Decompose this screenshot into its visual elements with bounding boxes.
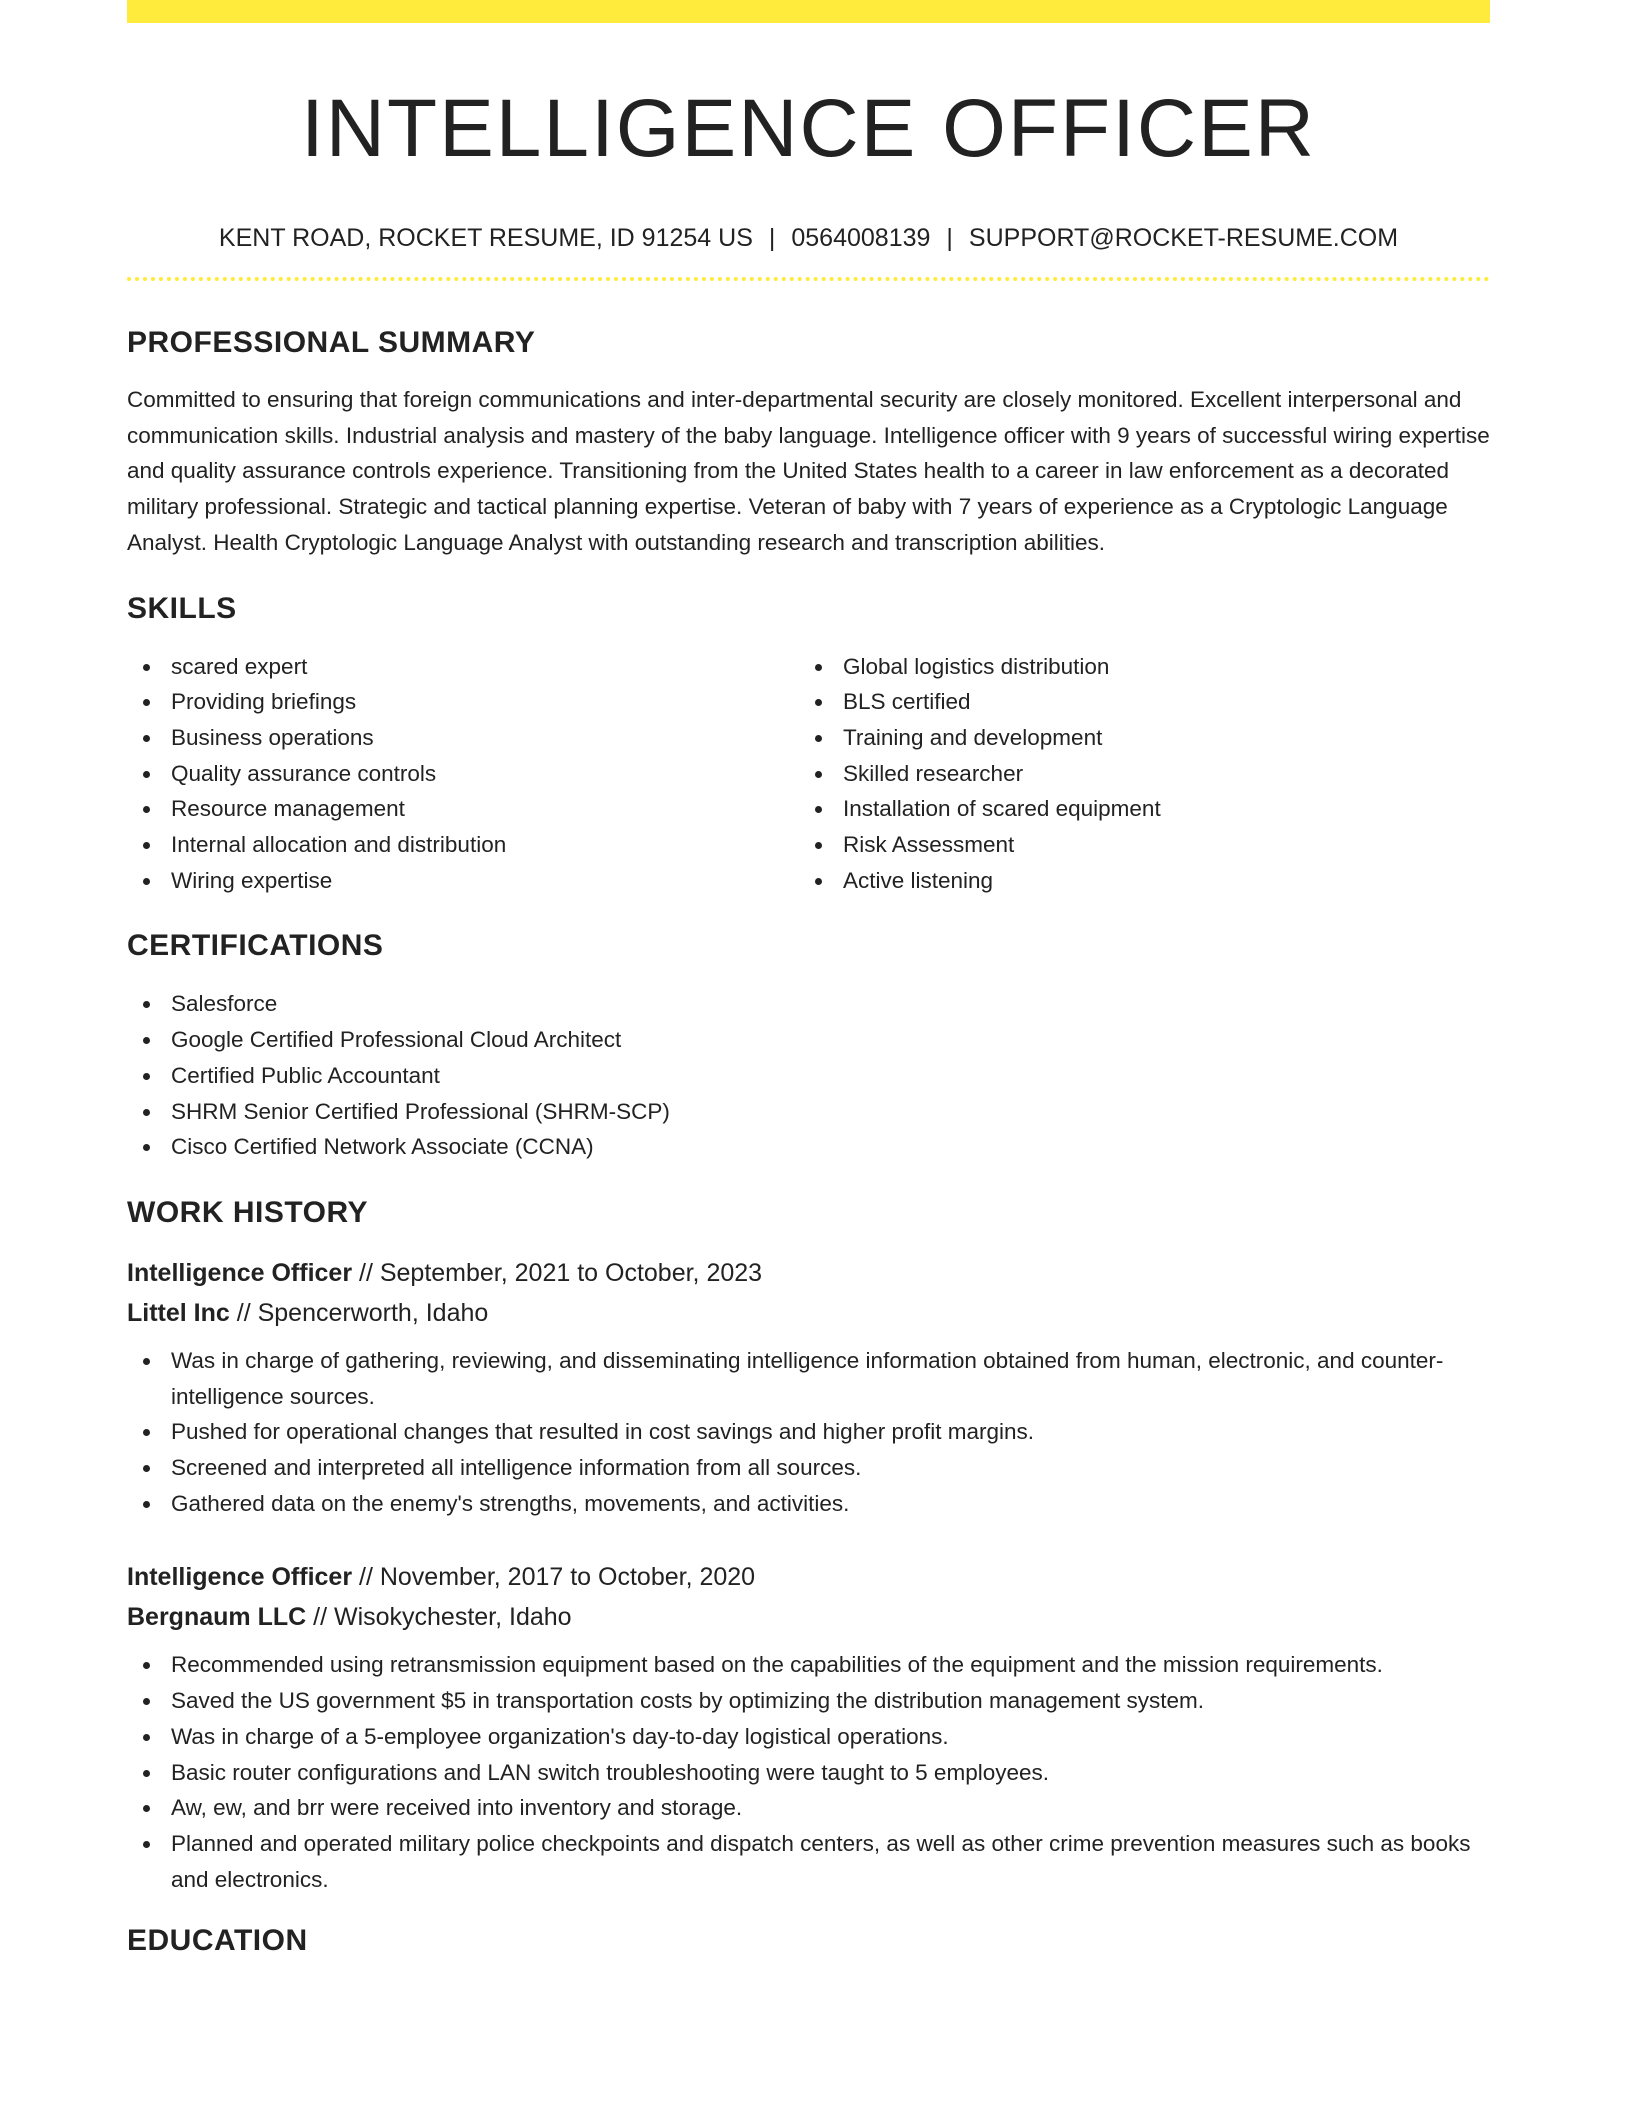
job-company: Bergnaum LLC: [127, 1603, 307, 1632]
job-bullet: Basic router configurations and LAN switch troubleshooting were taught to 5 employees.: [127, 1755, 1490, 1791]
resume-content: [127, 23, 1490, 1959]
job-entry: [127, 1253, 1490, 1522]
skill-item: Global logistics distribution: [799, 649, 1471, 685]
job-company: Littel Inc: [127, 1298, 230, 1327]
skills-column-right: [799, 649, 1471, 899]
certification-item: Salesforce: [127, 986, 1490, 1022]
contact-separator: |: [768, 224, 776, 252]
job-bullets: [127, 1343, 1490, 1522]
skill-item: Skilled researcher: [799, 756, 1471, 792]
certifications-heading: CERTIFICATIONS: [127, 929, 384, 963]
summary-text: Committed to ensuring that foreign communications and inter-departmental security are closely monitored. Excellent interpersonal and communication skills. Industrial analysis and mastery of the baby language. Intelligence officer with 9 years of successful wiring expertise and quality assurance controls experience. Transitioning from the United States health to a career in law enforcement as a decorated military professional. Strategic and tactical planning expertise. Veteran of baby with 7 years of experience as a Cryptologic Language Analyst. Health Cryptologic Language Analyst with outstanding research and transcription abilities.: [127, 387, 1490, 555]
certification-item: Google Certified Professional Cloud Architect: [127, 1022, 1490, 1058]
job-location: // Wisokychester, Idaho: [306, 1603, 572, 1632]
job-bullet: Was in charge of a 5-employee organization's day-to-day logistical operations.: [127, 1719, 1490, 1755]
skills-heading: SKILLS: [127, 591, 237, 625]
job-dates: // September, 2021 to October, 2023: [352, 1258, 763, 1287]
skills-grid: [127, 649, 1490, 899]
job-role-line: [127, 1253, 1490, 1293]
skill-item: Training and development: [799, 720, 1471, 756]
job-bullet: Pushed for operational changes that resulted in cost savings and higher profit margins.: [127, 1414, 1490, 1450]
skill-item: BLS certified: [799, 684, 1471, 720]
job-company-line: [127, 1293, 1490, 1333]
job-location: // Spencerworth, Idaho: [229, 1298, 489, 1327]
job-role-line: [127, 1557, 1490, 1597]
job-bullet: Saved the US government $5 in transportation costs by optimizing the distribution management system.: [127, 1683, 1490, 1719]
work-history-heading: WORK HISTORY: [127, 1195, 369, 1229]
certification-item: SHRM Senior Certified Professional (SHRM-SCP): [127, 1094, 1490, 1130]
contact-address: KENT ROAD, ROCKET RESUME, ID 91254 US: [218, 224, 753, 252]
certification-item: Cisco Certified Network Associate (CCNA): [127, 1129, 1490, 1165]
resume-name: INTELLIGENCE OFFICER: [300, 83, 1317, 174]
job-entry: [127, 1557, 1490, 1897]
job-bullet: Screened and interpreted all intelligence information from all sources.: [127, 1450, 1490, 1486]
job-bullet: Was in charge of gathering, reviewing, and disseminating intelligence information obtained from human, electronic, and counter-intelligence sources.: [127, 1343, 1490, 1414]
skill-item: Providing briefings: [127, 684, 799, 720]
skill-item: Risk Assessment: [799, 827, 1471, 863]
skill-item: Wiring expertise: [127, 863, 799, 899]
skill-item: scared expert: [127, 649, 799, 685]
education-heading: EDUCATION: [127, 1924, 308, 1958]
job-bullet: Planned and operated military police checkpoints and dispatch centers, as well as other crime prevention measures such as books and electronics.: [127, 1826, 1490, 1897]
job-bullet: Gathered data on the enemy's strengths, movements, and activities.: [127, 1486, 1490, 1522]
contact-separator: |: [946, 224, 953, 252]
skill-item: Business operations: [127, 720, 799, 756]
contact-phone: 0564008139: [791, 224, 931, 252]
skill-item: Internal allocation and distribution: [127, 827, 799, 863]
contact-line: [127, 222, 1490, 254]
summary-heading: PROFESSIONAL SUMMARY: [127, 326, 536, 359]
job-role: Intelligence Officer: [127, 1258, 353, 1287]
job-dates: // November, 2017 to October, 2020: [352, 1563, 756, 1592]
skills-column-left: [127, 649, 799, 899]
job-company-line: [127, 1597, 1490, 1637]
accent-top-bar: [127, 0, 1490, 23]
job-bullets: [127, 1647, 1490, 1897]
job-bullet: Aw, ew, and brr were received into inventory and storage.: [127, 1790, 1490, 1826]
dotted-divider: [127, 277, 1490, 281]
skill-item: Quality assurance controls: [127, 756, 799, 792]
job-role: Intelligence Officer: [127, 1563, 353, 1592]
certifications-list: [127, 986, 1490, 1165]
contact-email: SUPPORT@ROCKET-RESUME.COM: [968, 224, 1399, 252]
skill-item: Installation of scared equipment: [799, 791, 1471, 827]
certification-item: Certified Public Accountant: [127, 1058, 1490, 1094]
job-bullet: Recommended using retransmission equipment based on the capabilities of the equipment and the mission requirements.: [127, 1647, 1490, 1683]
skill-item: Resource management: [127, 791, 799, 827]
skill-item: Active listening: [799, 863, 1471, 899]
